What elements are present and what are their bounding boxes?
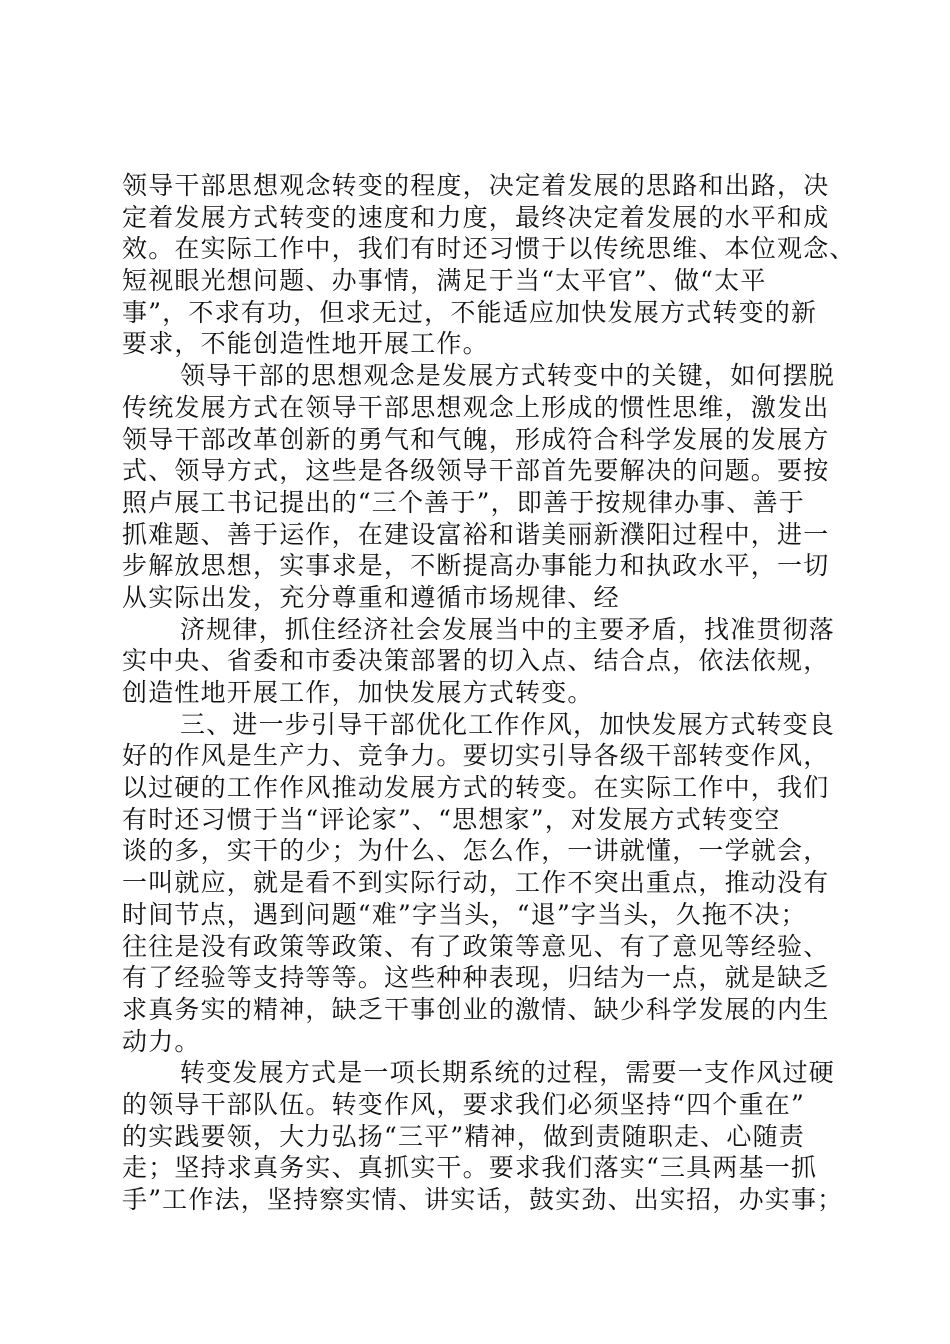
text-line: 时间节点，遇到问题“难”字当头，“退”字当头，久拖不决；	[122, 899, 807, 929]
text-line: 抓难题、善于运作，在建设富裕和谐美丽新濮阳过程中，进一	[122, 519, 830, 549]
text-line: 谈的多，实干的少；为什么、怎么作，一讲就懂，一学就会，	[122, 836, 830, 866]
text-line: 领导干部思想观念转变的程度，决定着发展的思路和出路，决	[122, 171, 830, 200]
text-line: 动力。	[122, 1026, 201, 1056]
text-line: 实中央、省委和市委决策部署的切入点、结合点，依法依规，	[122, 646, 830, 676]
text-line: 有时还习惯于当“评论家”、“思想家”，对发展方式转变空	[122, 804, 781, 834]
text-line: 转变发展方式是一项长期系统的过程，需要一支作风过硬	[180, 1058, 836, 1088]
text-line: 一叫就应，就是看不到实际行动，工作不突出重点，推动没有	[122, 868, 830, 898]
text-line: 求真务实的精神，缺乏干事创业的激情、缺少科学发展的内生	[122, 994, 830, 1024]
text-line: 济规律，抓住经济社会发展当中的主要矛盾，找准贯彻落	[180, 614, 836, 644]
text-line: 事”，不求有功，但求无过，不能适应加快发展方式转变的新	[122, 297, 818, 327]
text-line: 往往是没有政策等政策、有了政策等意见、有了意见等经验、	[122, 931, 830, 961]
text-line: 好的作风是生产力、竞争力。要切实引导各级干部转变作风，	[122, 741, 830, 771]
document-body	[122, 170, 856, 1216]
text-line: 短视眼光想问题、办事情，满足于当“太平官”、做“太平	[122, 266, 767, 296]
text-line: 以过硬的工作作风推动发展方式的转变。在实际工作中，我们	[122, 773, 830, 803]
text-line: 手”工作法，坚持察实情、讲实话，鼓实劲、出实招，办实事；	[122, 1185, 844, 1214]
text-line: 有了经验等支持等等。这些种种表现，归结为一点，就是缺乏	[122, 963, 830, 993]
text-line: 效。在实际工作中，我们有时还习惯于以传统思维、本位观念、	[122, 234, 856, 264]
text-line: 步解放思想，实事求是，不断提高办事能力和执政水平，一切	[122, 551, 830, 581]
text-line: 从实际出发，充分尊重和遵循市场规律、经	[122, 582, 620, 612]
text-line: 创造性地开展工作，加快发展方式转变。	[122, 678, 594, 707]
text-line: 照卢展工书记提出的“三个善于”，即善于按规律办事、善于	[122, 487, 805, 517]
text-line: 的实践要领，大力弘扬“三平”精神，做到责随职走、心随责	[122, 1121, 805, 1151]
text-line: 定着发展方式转变的速度和力度，最终决定着发展的水平和成	[122, 202, 830, 232]
text-line: 走；坚持求真务实、真抓实干。要求我们落实“三具两基一抓	[122, 1153, 818, 1183]
text-line: 的领导干部队伍。转变作风，要求我们必须坚持“四个重在”	[122, 1089, 805, 1119]
text-line: 式、领导方式，这些是各级领导干部首先要解决的问题。要按	[122, 456, 830, 486]
text-line: 领导干部改革创新的勇气和气魄，形成符合科学发展的发展方	[122, 424, 830, 454]
text-line: 传统发展方式在领导干部思想观念上形成的惯性思维，激发出	[122, 392, 830, 422]
text-line: 要求，不能创造性地开展工作。	[122, 329, 489, 359]
text-line: 三、进一步引导干部优化工作作风，加快发展方式转变良	[180, 709, 836, 739]
text-line: 领导干部的思想观念是发展方式转变中的关键，如何摆脱	[180, 361, 836, 391]
